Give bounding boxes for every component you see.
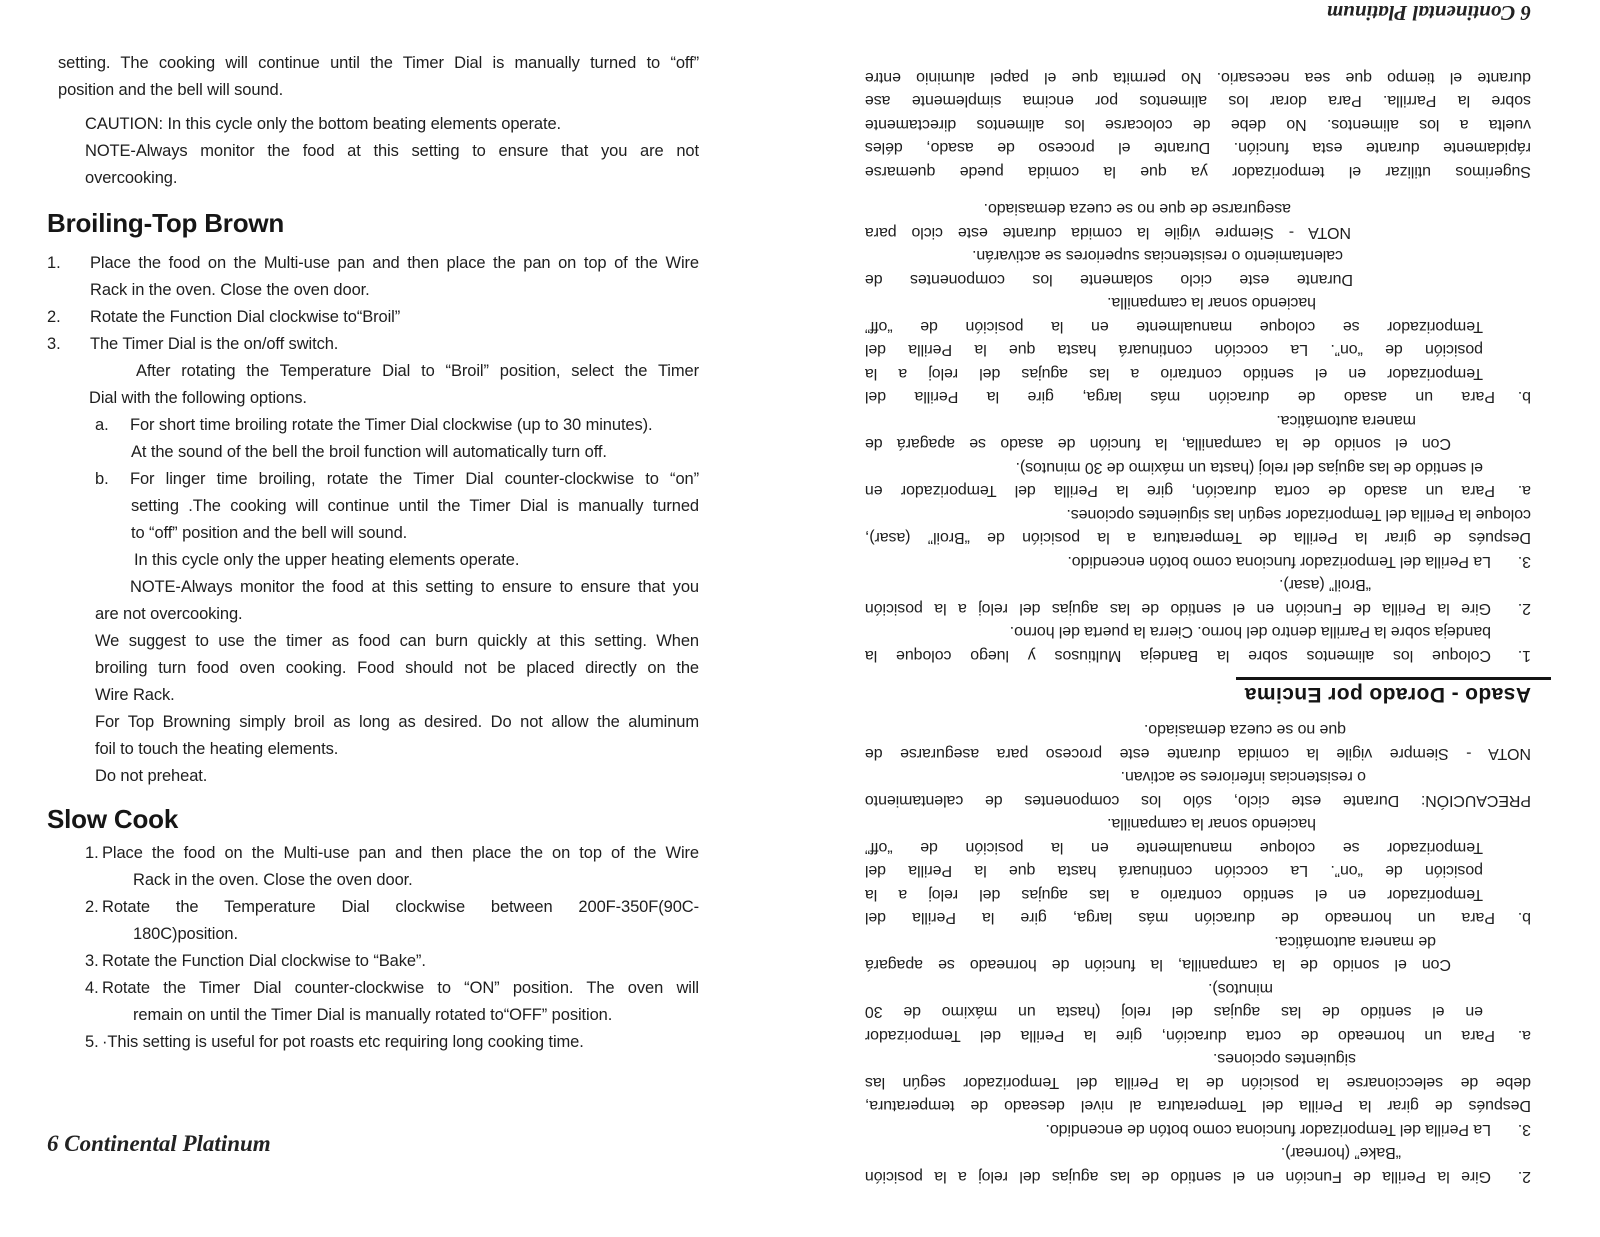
- list-marker: 1.: [47, 254, 61, 272]
- line-text: At the sound of the bell the broil function will automatically turn off.: [131, 443, 607, 461]
- suggest-paragraph-es: [865, 66, 1531, 184]
- broiling-top-brown-heading: Broiling-Top Brown: [47, 208, 285, 238]
- text-line: [865, 977, 1273, 1001]
- list-marker: 3.: [47, 335, 61, 353]
- right-page-number: 6 Continental Platinum: [1326, 1, 1531, 26]
- text-line: [131, 493, 699, 520]
- text-line: [865, 930, 1436, 954]
- line-text: minutos).: [1208, 980, 1273, 997]
- text-line: [95, 628, 699, 655]
- line-text: Do not preheat.: [95, 767, 208, 785]
- line-text: setting. The cooking will continue until the Timer Dial is manually turned to “off”: [58, 54, 699, 72]
- line-text: Para un asado de duración más larga, gire la Perilla del: [865, 388, 1495, 406]
- line-text: position and the bell will sound.: [58, 81, 284, 99]
- line-text: to “off” position and the bell will sound.: [131, 524, 408, 542]
- list-marker: 2.: [47, 308, 61, 326]
- line-text: Para un asado de corta duración, gire la Perilla del Temporizador en: [865, 482, 1495, 500]
- list-marker: 2.: [85, 898, 99, 916]
- line-text: Temporizador se coloque manualmente en la posición de “off”: [865, 839, 1483, 856]
- text-line: [865, 385, 1531, 409]
- text-line: [865, 526, 1531, 550]
- line-text: de manera automática.: [1274, 933, 1436, 950]
- line-text: Durante este ciclo solamente los componentes de: [865, 271, 1353, 288]
- text-line: [134, 547, 699, 574]
- slow-cook-heading: Slow Cook: [47, 804, 179, 834]
- text-line: [865, 66, 1531, 90]
- text-line: [865, 1141, 1401, 1165]
- text-line: [85, 138, 699, 165]
- line-text: Place the food on the Multi-use pan and then place the on top of the Wire: [102, 844, 699, 862]
- text-line: [90, 277, 699, 304]
- line-text: are not overcooking.: [95, 605, 243, 623]
- text-line: [865, 456, 1483, 480]
- text-line: [131, 439, 699, 466]
- line-text: “Bake” (hornear).: [1280, 1144, 1401, 1162]
- text-line: [133, 921, 699, 948]
- text-line: [95, 763, 699, 790]
- text-line: [865, 432, 1451, 456]
- line-text: La Perilla del Temporizador funciona como botón encendido.: [1067, 553, 1491, 570]
- line-text: durante el tiempo que sea necesario. No permita que el papel aluminio entre: [865, 69, 1531, 86]
- text-line: [865, 742, 1531, 766]
- line-text: Rotate the Function Dial clockwise to “Bake”.: [102, 952, 426, 970]
- text-line: [47, 250, 699, 277]
- text-line: [865, 1094, 1531, 1118]
- line-text: Con el sonido de la campanilla, la función de horneado se apagará: [865, 956, 1451, 974]
- text-line: [95, 736, 699, 763]
- text-line: [95, 682, 699, 709]
- line-text: Rack in the oven. Close the oven door.: [133, 871, 413, 889]
- list-marker: a.: [95, 416, 109, 434]
- line-text: NOTE-Always monitor the food at this setting to ensure that you are not: [85, 142, 699, 160]
- line-text: Coloque los alimentos sobre la Bandeja Multiusos y luego coloque la: [865, 647, 1491, 664]
- text-line: [865, 836, 1483, 860]
- line-text: The Timer Dial is the on/off switch.: [90, 335, 339, 353]
- text-line: [95, 655, 699, 682]
- text-line: [47, 304, 699, 331]
- line-text: que no se cueza demasiado.: [1144, 721, 1346, 739]
- text-line: [865, 479, 1531, 503]
- list-marker: 2.: [1517, 1168, 1531, 1185]
- text-line: [85, 975, 699, 1002]
- text-line: [865, 597, 1531, 621]
- line-text: foil to touch the heating elements.: [95, 740, 339, 758]
- line-text: Sugerimos utilizar el temporizador ya que la comida puede quemarse: [865, 163, 1531, 180]
- line-text: Place the food on the Multi-use pan and then place the pan on top of the Wire: [90, 254, 699, 272]
- list-marker: 3.: [1517, 553, 1531, 570]
- line-text: coloque la Perilla del Temporizador según las siguientes opciones.: [1066, 506, 1531, 523]
- text-line: [865, 89, 1531, 113]
- line-text: el sentido de las agujas del reloj (hasta un máximo de 30 minutos).: [1015, 459, 1483, 476]
- line-text: For short time broiling rotate the Timer Dial clockwise (up to 30 minutes).: [130, 416, 653, 434]
- list-marker: b.: [1517, 909, 1531, 927]
- text-line: [865, 789, 1531, 813]
- line-text: 180C)position.: [133, 925, 238, 943]
- text-line: [133, 867, 699, 894]
- line-text: broiling turn food oven cooking. Food should not be placed directly on the: [95, 659, 699, 677]
- text-line: [865, 953, 1451, 977]
- list-marker: b.: [95, 470, 109, 488]
- text-line: [865, 620, 1491, 644]
- line-text: overcooking.: [85, 169, 178, 187]
- text-line: [865, 409, 1416, 433]
- list-marker: b.: [1517, 388, 1531, 406]
- text-line: [865, 362, 1483, 386]
- list-marker: 1.: [1517, 647, 1531, 664]
- list-marker: 2.: [1517, 600, 1531, 617]
- text-line: [95, 412, 699, 439]
- text-line: [85, 1029, 699, 1056]
- line-text: Gire la Perilla de Función en el sentido de las agujas del reloj a la posición: [865, 600, 1491, 617]
- line-text: Temporizador en el sentido contrario a las agujas del reloj a la: [865, 886, 1483, 903]
- line-text: Dial with the following options.: [89, 389, 307, 407]
- line-text: Temporizador en el sentido contrario a las agujas del reloj a la: [865, 365, 1483, 382]
- text-line: [85, 948, 699, 975]
- text-line: [865, 221, 1351, 245]
- line-text: ·This setting is useful for pot roasts etc requiring long cooking time.: [102, 1033, 584, 1051]
- text-line: [136, 358, 699, 385]
- text-line: [47, 331, 699, 358]
- line-text: Para un horneado de duración más larga, gire la Perilla del: [865, 909, 1495, 927]
- text-line: [865, 1118, 1531, 1142]
- text-line: [865, 136, 1531, 160]
- line-text: posición de “on”. La cocción continuará hasta que la Perilla del: [865, 341, 1483, 359]
- line-text: NOTA - Siempre vigile la comida durante este ciclo para: [865, 224, 1351, 241]
- line-text: vuelta a los alimentos. No debe de colocarse los alimentos directamente: [865, 116, 1531, 133]
- line-text: Wire Rack.: [95, 686, 175, 704]
- asado-heading: [865, 677, 1531, 706]
- line-text: remain on until the Timer Dial is manually rotated to“OFF” position.: [133, 1006, 613, 1024]
- line-text: “Broil” (asar).: [1279, 576, 1371, 594]
- text-line: [85, 165, 699, 192]
- list-marker: 5.: [85, 1033, 99, 1051]
- list-marker: 3.: [85, 952, 99, 970]
- text-line: [865, 573, 1371, 597]
- line-text: en el sentido de las agujas del reloj (hasta un máximo de 30: [865, 1003, 1483, 1021]
- line-text: siguientes opciones.: [1213, 1050, 1356, 1068]
- text-line: [85, 111, 699, 138]
- line-text: manera automática.: [1276, 412, 1416, 429]
- list-marker: a.: [1517, 482, 1531, 500]
- text-line: [95, 709, 699, 736]
- line-text: Rotate the Timer Dial counter-clockwise to “ON” position. The oven will: [102, 979, 699, 997]
- line-text: After rotating the Temperature Dial to “Broil” position, select the Timer: [136, 362, 699, 380]
- line-text: Rotate the Temperature Dial clockwise between 200F-350F(90C-: [102, 898, 699, 916]
- text-line: [865, 883, 1483, 907]
- line-text: CAUTION: In this cycle only the bottom beating elements operate.: [85, 115, 561, 133]
- line-text: setting .The cooking will continue until the Timer Dial is manually turned: [131, 497, 699, 515]
- line-text: La Perilla del Temporizador funciona como botón de encendido.: [1045, 1121, 1491, 1138]
- text-line: [865, 812, 1316, 836]
- line-text: Después de girar la Perilla de Temperatura a la posición de “Broil” (asar),: [865, 529, 1531, 547]
- line-text: asegurarse de que no se cueza demasiado.: [983, 200, 1291, 218]
- text-line: [865, 291, 1316, 315]
- text-line: [865, 906, 1531, 930]
- line-text: Con el sonido de la campanilla, la función de asado se apagará de: [865, 435, 1451, 453]
- line-text: In this cycle only the upper heating elements operate.: [134, 551, 520, 569]
- text-line: [58, 50, 699, 77]
- text-line: [865, 765, 1366, 789]
- text-line: [865, 244, 1343, 268]
- text-line: [865, 197, 1291, 221]
- broiling-section: [47, 250, 699, 790]
- line-text: NOTA - Siempre vigile la comida durante este proceso para asegurarse de: [865, 745, 1531, 762]
- text-line: [865, 1165, 1531, 1189]
- line-text: Rack in the oven. Close the oven door.: [90, 281, 370, 299]
- list-marker: 3.: [1517, 1121, 1531, 1138]
- text-line: [865, 503, 1531, 527]
- intro-paragraphs: [47, 50, 699, 192]
- text-line: [865, 1047, 1356, 1071]
- bake-section-es: [865, 718, 1531, 1188]
- text-line: [95, 601, 699, 628]
- line-text: o resistencias inferiores se activan.: [1120, 768, 1366, 786]
- text-line: [865, 550, 1531, 574]
- asado-heading-text: Asado - Dorado por Encima: [1236, 677, 1551, 706]
- text-line: [58, 77, 699, 104]
- text-line: [85, 840, 699, 867]
- text-line: [865, 859, 1483, 883]
- line-text: PRECAUCIÓN: Durante este ciclo, sólo los componentes de calentamiento: [865, 792, 1531, 809]
- slow-cook-section: [47, 840, 699, 1056]
- text-line: [865, 1024, 1531, 1048]
- text-line: [89, 385, 699, 412]
- text-line: [131, 520, 699, 547]
- text-line: [865, 160, 1531, 184]
- line-text: calentamiento o resistencias superiores se activarán.: [972, 247, 1343, 265]
- text-line: [865, 338, 1483, 362]
- line-text: NOTE-Always monitor the food at this setting to ensure to ensure that you: [130, 578, 699, 596]
- line-text: Gire la Perilla de Función en el sentido de las agujas del reloj a la posición: [865, 1168, 1491, 1185]
- text-line: [865, 644, 1531, 668]
- text-line: [133, 1002, 699, 1029]
- text-line: [865, 1000, 1483, 1024]
- text-line: [865, 315, 1483, 339]
- line-text: rápidamente durante esta función. Durante el proceso de asado, déles: [865, 139, 1531, 157]
- line-text: For linger time broiling, rotate the Timer Dial counter-clockwise to “on”: [130, 470, 699, 488]
- text-line: [130, 574, 699, 601]
- line-text: posición de “on”. La cocción continuará hasta que la Perilla del: [865, 862, 1483, 880]
- right-page-rotated: [853, 1, 1545, 1194]
- text-line: [865, 113, 1531, 137]
- list-marker: 1.: [85, 844, 99, 862]
- text-line: [865, 1071, 1531, 1095]
- line-text: sobre la Parrilla. Para dorar los alimentos por encima simplemente ase: [865, 92, 1531, 110]
- list-marker: a.: [1517, 1027, 1531, 1044]
- left-page-number: 6 Continental Platinum: [47, 1131, 271, 1156]
- text-line: [95, 466, 699, 493]
- line-text: haciendo sonar la campanilla.: [1107, 815, 1316, 833]
- line-text: Después de girar la Perilla del Temperatura al nivel deseado de temperatura,: [865, 1097, 1531, 1115]
- line-text: Temporizador se coloque manualmente en la posición de “off”: [865, 318, 1483, 335]
- line-text: We suggest to use the timer as food can burn quickly at this setting. When: [95, 632, 699, 650]
- line-text: bandeja sobre la Parrilla dentro del horno. Cierra la puerta del horno.: [1009, 623, 1491, 641]
- text-line: [85, 894, 699, 921]
- asado-section-es: [865, 197, 1531, 667]
- text-line: [865, 718, 1346, 742]
- line-text: debe de seleccionarse la posición de la Perilla del Temporizador según las: [865, 1074, 1531, 1091]
- line-text: For Top Browning simply broil as long as desired. Do not allow the aluminum: [95, 713, 699, 731]
- line-text: haciendo sonar la campanilla.: [1107, 294, 1316, 312]
- list-marker: 4.: [85, 979, 99, 997]
- line-text: Rotate the Function Dial clockwise to“Broil”: [90, 308, 401, 326]
- line-text: Para un horneado de corta duración, gire la Perilla del Temporizador: [865, 1027, 1495, 1044]
- left-page: [47, 50, 699, 1157]
- text-line: [865, 268, 1353, 292]
